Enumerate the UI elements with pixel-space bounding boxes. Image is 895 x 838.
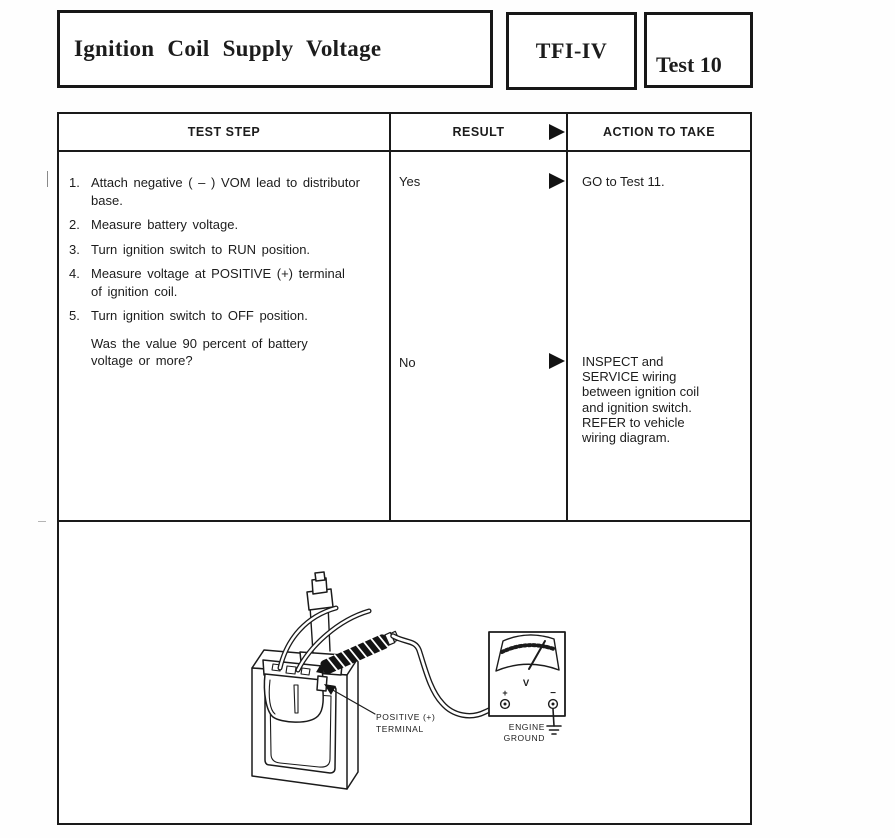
- step-question: Was the value 90 percent of battery voltage or more?: [91, 335, 308, 368]
- result-no: No: [399, 355, 416, 370]
- engine-ground-label-line2: GROUND: [503, 733, 545, 743]
- header-test-step: [59, 114, 391, 150]
- page-title: Ignition Coil Supply Voltage: [74, 36, 382, 61]
- step-text: Attach negative ( – ) VOM lead to distributor base.: [91, 175, 360, 208]
- meter-unit-label: V: [522, 678, 530, 689]
- test-step-item: [69, 307, 379, 325]
- test-number-box: [644, 12, 753, 88]
- test-step-item: [69, 265, 379, 300]
- test-step-cell: [59, 152, 391, 520]
- table-body-row: [59, 152, 750, 520]
- step-text: Turn ignition switch to RUN position.: [91, 241, 311, 257]
- diagram-cell: [59, 520, 750, 830]
- diagnostic-table: [57, 112, 752, 825]
- minus-terminal-label: −: [550, 688, 556, 699]
- result-cell: [391, 152, 568, 520]
- step-text: Measure battery voltage.: [91, 217, 239, 232]
- step-number: 5.: [69, 308, 80, 323]
- engine-ground-label-line1: ENGINE: [508, 722, 545, 732]
- system-badge-box: [506, 12, 637, 90]
- test-step-item: [69, 174, 379, 209]
- header-action-label: ACTION TO TAKE: [602, 125, 716, 139]
- step-number: 2.: [69, 217, 80, 232]
- scan-artifact: [38, 521, 46, 522]
- test-step-item: [69, 241, 379, 259]
- step-text: Measure voltage at POSITIVE (+) terminal of ignition coil.: [91, 266, 345, 299]
- scan-artifact: [47, 171, 48, 187]
- positive-terminal-label-line1: POSITIVE (+): [376, 712, 436, 722]
- voltmeter: [489, 632, 565, 716]
- arrow-right-icon: [549, 173, 565, 189]
- action-yes: GO to Test 11.: [582, 174, 665, 189]
- action-no: INSPECT and SERVICE wiring between ignition coil and ignition switch. REFER to vehicle wiring diagram.: [582, 354, 700, 446]
- test-step-list: [59, 152, 389, 370]
- header-action: [568, 114, 750, 150]
- test-number: Test 10: [656, 52, 722, 77]
- test-step-item: [69, 216, 379, 234]
- result-yes: Yes: [399, 174, 421, 189]
- test-hookup-illustration: [59, 522, 754, 825]
- header-result: [391, 114, 568, 150]
- header-test-step-label: TEST STEP: [187, 125, 261, 139]
- step-text: Turn ignition switch to OFF position.: [91, 308, 308, 323]
- system-badge: TFI-IV: [535, 38, 608, 63]
- table-header-row: [59, 114, 750, 152]
- header-result-label: RESULT: [452, 125, 505, 139]
- positive-terminal-label-line2: TERMINAL: [376, 724, 424, 734]
- step-number: 4.: [69, 266, 80, 281]
- action-cell: [568, 152, 750, 520]
- positive-terminal-tab: [317, 676, 327, 691]
- page-title-box: [57, 10, 493, 88]
- step-number: 1.: [69, 175, 80, 190]
- step-number: 3.: [69, 241, 80, 257]
- plus-terminal-label: +: [502, 688, 508, 698]
- arrow-right-icon: [549, 124, 565, 140]
- coil-body: [264, 674, 323, 722]
- arrow-right-icon: [549, 353, 565, 369]
